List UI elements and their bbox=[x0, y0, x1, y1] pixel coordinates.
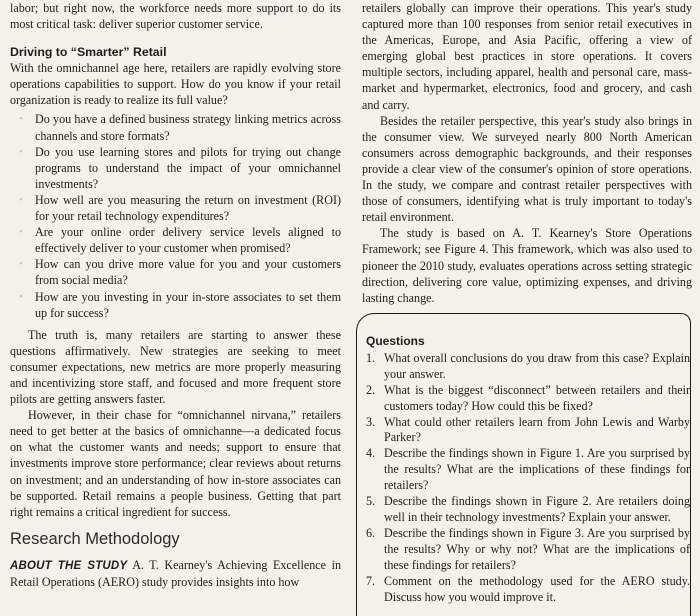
intro-paragraph: labor; but right now, the workforce needs more support to do its most critical task: deliver superior customer service. bbox=[10, 1, 341, 32]
list-item: • Do you use learning stores and pilots for trying out change programs to understand the impact of your omnichannel investments? bbox=[19, 144, 341, 191]
retailers-globally-paragraph: retailers globally can improve their operations. This year's study captured more than 100 responses from senior retail executives in the Americas, Europe, and Asia Pacific, offering a view of emerging global best practices in store operations. It covers multiple sectors, including apparel, health and personal care, mass-market and hypermarket, electronics, food and grocery, and cash and carry. bbox=[362, 1, 692, 112]
list-item: 6. Describe the findings shown in Figure 3. Are you surprised by the results? Why or why not? What are the implications of these findings for retailers? bbox=[366, 525, 690, 572]
research-methodology-title: Research Methodology bbox=[10, 529, 180, 548]
list-item: • Do you have a defined business strategy linking metrics across channels and store formats? bbox=[19, 112, 341, 143]
questions-section bbox=[366, 334, 690, 605]
list-item: 2. What is the biggest “disconnect” between retailers and their customers today? How could this be fixed? bbox=[366, 382, 690, 413]
truth-paragraph: The truth is, many retailers are starting to answer these questions affirmatively. New strategies are seeking to meet consumer expectations, new metrics are more properly measuring and incentivizing store staff, and focused and more frequent store pilots are getting answers faster. bbox=[10, 327, 341, 407]
list-item: 3. What could other retailers learn from John Lewis and Warby Parker? bbox=[366, 414, 690, 445]
bullet-icon: • bbox=[19, 290, 23, 303]
omnichannel-paragraph: With the omnichannel age here, retailers are rapidly evolving store operations capabilities to support. How do you know if your retail organization is ready to realize its full value? bbox=[10, 61, 341, 108]
question-bullet-list bbox=[10, 111, 341, 320]
framework-paragraph: The study is based on A. T. Kearney's Store Operations Framework; see Figure 4. This framework, which was also used to pioneer the 2010 study, evaluates operations across setting strategic direction, delivering core value, optimizing expenses, and driving lasting change. bbox=[362, 226, 692, 305]
bullet-icon: • bbox=[19, 258, 23, 271]
questions-list bbox=[366, 351, 690, 606]
consumer-view-paragraph: Besides the retailer perspective, this year's study also brings in the consumer view. We surveyed nearly 800 North American consumers across demographic backgrounds, and their responses provide a clear view of the consumer's opinion of store operations. In the study, we compare and contrast retailer perspectives with those of consumers, identifying what is truly important to today's retail environment. bbox=[362, 113, 692, 225]
nirvana-paragraph: However, in their chase for “omnichannel nirvana,” retailers need to get better at the basics of omnichanne—a dedicated focus on what the customer wants and needs; support to ensure that investments improve store performance; clear reviews about returns on investment; and an understanding of how in-store associates can be supported. Retail remains a people business. Getting that part right remains a critical ingredient for success. bbox=[10, 408, 341, 519]
list-item: • How can you drive more value for you and your customers from social media? bbox=[19, 257, 341, 288]
list-item: • How well are you measuring the return on investment (ROI) for your retail technology expenditures? bbox=[19, 192, 341, 224]
list-item: 7. Comment on the methodology used for the AERO study. Discuss how you would improve it. bbox=[366, 573, 690, 604]
list-item: 5. Describe the findings shown in Figure 2. Are retailers doing well in their technology investments? Explain your answer. bbox=[366, 494, 690, 524]
bullet-icon: • bbox=[19, 193, 23, 206]
list-item: 4. Describe the findings shown in Figure 1. Are you surprised by the results? What are the implications of these findings for retailers? bbox=[366, 446, 690, 493]
driving-smarter-retail-heading: Driving to “Smarter” Retail bbox=[10, 45, 167, 60]
list-item: • Are your online order delivery service levels aligned to effectively deliver to your customer when promised? bbox=[19, 225, 341, 256]
list-item: • How are you investing in your in-store associates to set them up for success? bbox=[19, 289, 341, 320]
bullet-icon: • bbox=[19, 226, 23, 239]
questions-title: Questions bbox=[366, 334, 425, 348]
right-column bbox=[362, 0, 692, 306]
list-item: 1. What overall conclusions do you draw from this case? Explain your answer. bbox=[366, 350, 690, 381]
about-study-paragraph: ABOUT THE STUDY A. T. Kearney's Achieving Excellence in Retail Operations (AERO) study provides insights into how bbox=[10, 557, 342, 589]
bullet-icon: • bbox=[19, 145, 23, 158]
bullet-icon: • bbox=[19, 113, 23, 126]
about-study-label: ABOUT THE STUDY bbox=[10, 559, 128, 572]
left-column bbox=[10, 0, 341, 590]
